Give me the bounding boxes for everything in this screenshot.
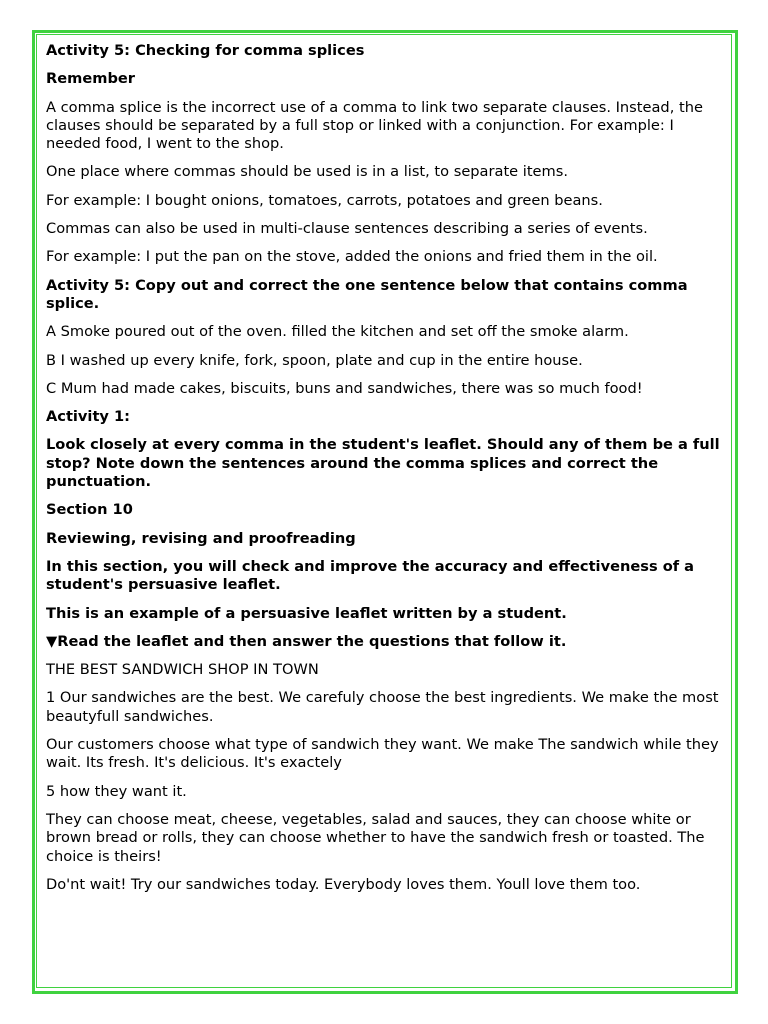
document-body (46, 42, 726, 904)
leaflet-para-3: 5 how they want it. (46, 782, 187, 800)
leaflet-para-4: They can choose meat, cheese, vegetables, salad and sauces, they can choose white or brown bread or rolls, they can choose whether to have the sandwich fresh or toasted. The choice is theirs! (46, 810, 705, 865)
activity-1-heading: Activity 1: (46, 408, 130, 426)
activity-5-heading: Activity 5: Checking for comma splices (46, 42, 365, 59)
leaflet-intro: This is an example of a persuasive leaflet written by a student. (46, 604, 567, 622)
section-intro: In this section, you will check and improve the accuracy and effectiveness of a student's persuasive leaflet. (46, 557, 695, 594)
section-subtitle: Reviewing, revising and proofreading (46, 529, 356, 547)
list-example: For example: I bought onions, tomatoes, carrots, potatoes and green beans. (46, 191, 603, 209)
activity-5-instruction: Activity 5: Copy out and correct the one sentence below that contains comma splice. (46, 276, 688, 312)
list-commas-note: One place where commas should be used is in a list, to separate items. (46, 163, 568, 181)
multi-clause-example: For example: I put the pan on the stove, added the onions and fried them in the oil. (46, 248, 658, 266)
sentence-option-b: B I washed up every knife, fork, spoon, plate and cup in the entire house. (46, 351, 583, 369)
section-10-heading: Section 10 (46, 501, 133, 519)
sentence-option-a: A Smoke poured out of the oven. filled the kitchen and set off the smoke alarm. (46, 323, 629, 341)
read-instruction: ▼Read the leaflet and then answer the questions that follow it. (46, 632, 567, 650)
activity-1-instruction: Look closely at every comma in the student's leaflet. Should any of them be a full stop? Note down the sentences around the comma splices and correct the punctuation. (46, 436, 720, 491)
remember-heading: Remember (46, 70, 135, 88)
sentence-option-c: C Mum had made cakes, biscuits, buns and sandwiches, there was so much food! (46, 379, 643, 397)
leaflet-title: THE BEST SANDWICH SHOP IN TOWN (46, 661, 319, 679)
multi-clause-note: Commas can also be used in multi-clause sentences describing a series of events. (46, 220, 648, 238)
leaflet-para-5: Do'nt wait! Try our sandwiches today. Everybody loves them. Youll love them too. (46, 875, 641, 893)
leaflet-para-1: 1 Our sandwiches are the best. We carefuly choose the best ingredients. We make the most beautyfull sandwiches. (46, 689, 719, 725)
leaflet-para-2: Our customers choose what type of sandwich they want. We make The sandwich while they wait. Its fresh. It's delicious. It's exactely (46, 736, 719, 772)
comma-splice-definition: A comma splice is the incorrect use of a comma to link two separate clauses. Instead, the clauses should be separated by a full stop or linked with a conjunction. For example: I needed food, I went to the shop. (46, 98, 703, 153)
